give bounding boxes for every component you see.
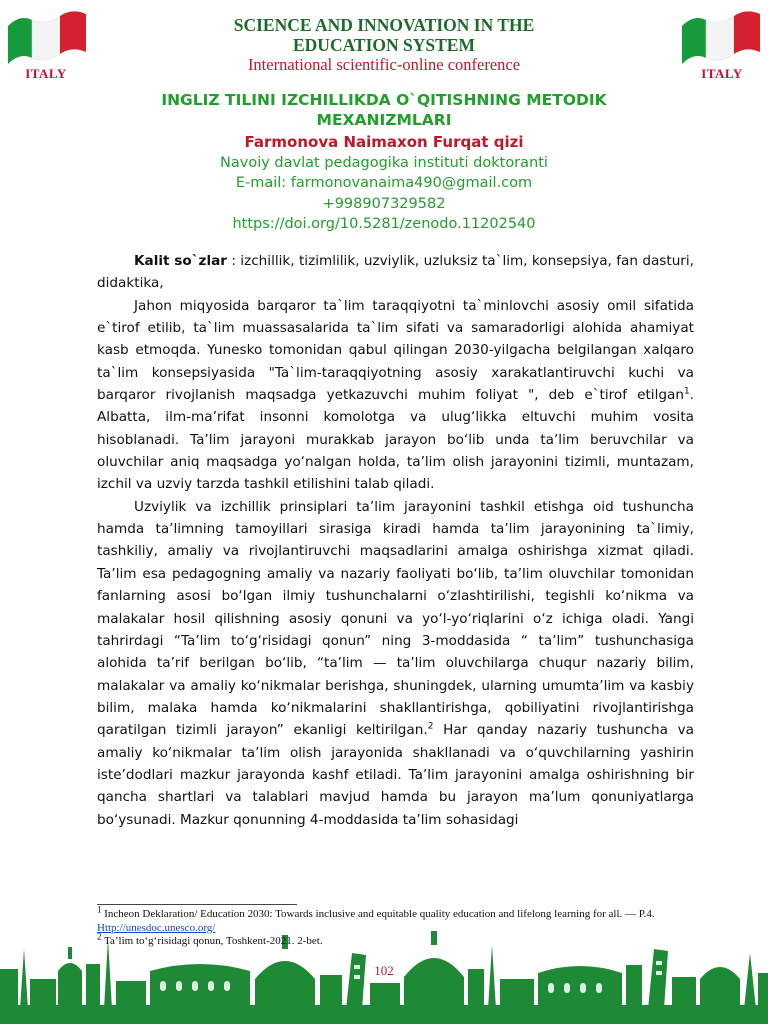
article-title	[110, 90, 658, 130]
paragraph-2-text-a: Uzviylik va izchillik prinsiplari ta’lim jarayonini tashkil etishga oid tushuncha hamda ta’limning tamoyillari sirasiga kiradi hamda ta’lim jarayonining ta`limiy, tashkiliy, amaliy va rivojlantiruvchi maqsadlarini amalga oshirishga xizmat qiladi. Ta’lim esa pedagogning amaliy va nazariy faoliyati bo‘lib, ta’lim oluvchilar tomonidan fanlarning asosi bo‘lgan ilmiy tushunchalarni o‘zlashtirilishi, tegishli ko‘nikma va malakalar hosil qilishning asosiy qonuni va yo‘l-yo‘riqlarini o‘z ichiga oladi. Yangi tahrirdagi “Ta’lim to‘g‘risidagi qonun” ning 3-moddasida “ ta’lim” tushunchasiga alohida ta’rif berilgan bo‘lib, “ta’lim — ta’lim oluvchilarga chuqur nazariy bilim, malakalar va amaliy ko‘nikmalar berishga, shuningdek, ularning umumta’lim va kasbiy bilim, malaka hamda ko‘nikmalarini shakllantirishga, qobiliyatini rivojlantirishga qaratilgan tizimli jarayon” ekanligi keltirilgan.	[97, 498, 694, 739]
italy-flag-right	[678, 6, 766, 81]
paragraph-1-text-b: . Albatta, ilm-ma’rifat insonni komolotga va ulug‘likka eltuvchi muhim vosita hisoblanadi. Ta’lim jarayoni murakkab jarayon bo‘lib unda ta’lim beruvchilar va oluvchilar aniq maqsadga yo‘nalgan holda, ta’lim olish jarayonini tizimli, muntazam, izchil va uzviy tarzda tashkil etilishini talab qiladi.	[97, 387, 694, 493]
footnote-1	[97, 904, 697, 935]
author-phone: +998907329582	[322, 195, 446, 212]
page-number: 102	[374, 963, 394, 978]
author-email[interactable]: E-mail: farmonovanaima490@gmail.com	[235, 175, 533, 192]
article-body	[97, 250, 694, 831]
conference-title-line2: EDUCATION SYSTEM	[293, 35, 475, 55]
article-title-line1: INGLIZ TILINI IZCHILLIKDA O`QITISHNING METODIK	[161, 91, 607, 109]
footnote-2-mark: 2	[97, 931, 102, 942]
paragraph-1-text-a: Jahon miqyosida barqaror ta`lim taraqqiyotni ta`minlovchi asosiy omil sifatida e`tirof etilib, ta`lim muassasalarida ta`lim sifati va samaradorligi alohida ahamiyat kasb etmoqda. Yunesko tomonidan qabul qilingan 2030-yilgacha belgilangan xalqaro ta`lim konsepsiyasida "Ta`lim-taraqqiyotning asosiy xarakatlantiruvchi kuchi va barqaror rivojlanish maqsadga yetkazuvchi muhim foliyat ", deb e`tirof etilgan	[97, 297, 694, 404]
footnote-2-text: Ta’lim to‘g‘risidagi qonun, Toshkent-2021. 2-bet.	[101, 935, 323, 947]
article-doi-link[interactable]: https://doi.org/10.5281/zenodo.11202540	[232, 215, 536, 232]
body-paragraph-2	[97, 496, 694, 831]
flag-caption-right: ITALY	[701, 66, 743, 81]
keywords-paragraph	[97, 250, 694, 295]
body-paragraph-1	[97, 295, 694, 496]
footnote-1-link[interactable]: Http://unesdoc.unesco.org/	[97, 921, 216, 934]
italy-flag-icon	[2, 6, 90, 66]
keywords-label: Kalit so`zlar	[134, 253, 227, 269]
italy-flag-left	[2, 6, 90, 81]
footnote-ref-2[interactable]: 2	[427, 721, 434, 732]
article-title-line2: MEXANIZMLARI	[316, 111, 452, 129]
italy-flag-icon	[678, 6, 766, 66]
footnote-2	[97, 931, 697, 949]
paragraph-2-text-b: Har qanday nazariy tushuncha va amaliy ko‘nikmalar ta’lim olish jarayonida shakllanadi va o‘quvchilarning yashirin iste’dodlari mazkur jarayonda kashf etiladi. Ta’lim jarayonini amalga oshirishning bir qancha shartlari va talablari mavjud hamda bu jarayon ma’lum qonuniyatlarga bo‘ysunadi. Mazkur qonunning 4-moddasida ta’lim sohasidagi	[97, 722, 694, 828]
author-affiliation: Navoiy davlat pedagogika instituti doktoranti	[220, 155, 548, 171]
article-author: Farmonova Naimaxon Furqat qizi	[244, 133, 524, 151]
conference-title-line1: SCIENCE AND INNOVATION IN THE	[233, 15, 535, 35]
conference-subtitle: International scientific-online conference	[247, 55, 521, 74]
footnote-1-text: Incheon Deklaration/ Education 2030: Towards inclusive and equitable quality education and lifelong learning for all. — P.4.	[101, 908, 655, 920]
author-meta	[110, 153, 658, 234]
conference-title	[150, 15, 618, 55]
footnotes	[97, 904, 697, 949]
footnote-1-mark: 1	[97, 904, 102, 915]
footnote-divider	[97, 904, 297, 905]
flag-caption-left: ITALY	[25, 66, 67, 81]
keywords-text: : izchillik, tizimlilik, uzviylik, uzluksiz ta`lim, konsepsiya, fan dasturi, didaktika,	[97, 253, 694, 292]
footnote-ref-1[interactable]: 1	[683, 386, 690, 397]
